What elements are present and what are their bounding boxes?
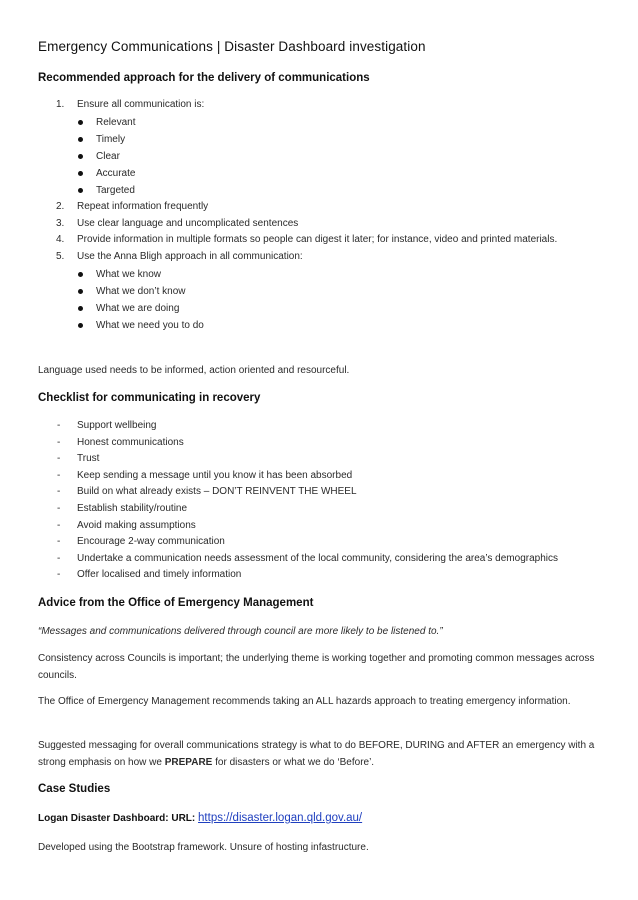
checklist-text: Encourage 2-way communication [77,536,225,548]
bullet-icon [78,306,83,311]
heading-case-studies: Case Studies [38,783,111,795]
bullet-item [77,148,603,165]
list-number: 1. [56,99,65,110]
list-item-text: Ensure all communication is: [77,99,205,110]
language-note: Language used needs to be informed, action oriented and resourceful. [38,365,350,376]
bullet-item [77,182,603,199]
checklist-text: Build on what already exists – DON’T REINVENT THE WHEEL [77,486,357,498]
dash-marker: - [57,519,61,531]
checklist-item [38,418,558,435]
bullet-item [77,283,603,300]
logan-dashboard-heading [38,812,362,824]
advice-paragraph-1: Consistency across Councils is important; the underlying theme is working together and promoting common messages across councils. [38,653,595,681]
bullet-item [77,114,603,131]
logan-label: Logan Disaster Dashboard: URL: [38,813,199,824]
logan-url-link[interactable]: https://disaster.logan.qld.gov.au/ [198,812,363,824]
dash-marker: - [57,552,61,564]
checklist-text: Honest communications [77,436,184,448]
list-number: 2. [56,201,65,212]
document-title: Emergency Communications | Disaster Dashboard investigation [38,39,426,54]
bullet-item [77,300,603,317]
sub-list [77,114,603,199]
dash-marker: - [57,436,61,448]
list-item [38,97,603,199]
bullet-item [77,131,603,148]
advice-paragraph-3 [38,738,603,771]
checklist-item [38,534,558,551]
heading-recommended: Recommended approach for the delivery of communications [38,72,370,84]
checklist-text: Support wellbeing [77,420,157,431]
bullet-text: What we don’t know [96,285,186,297]
recommended-list [38,97,603,334]
bullet-icon [78,154,83,159]
checklist-text: Avoid making assumptions [77,519,196,531]
checklist-item [38,518,558,535]
list-number: 5. [56,250,65,262]
checklist-item [38,501,558,518]
checklist-item [38,435,558,452]
bullet-text: What we know [96,268,162,280]
checklist-text: Undertake a communication needs assessment of the local community, considering the area’s demographics [77,552,558,564]
checklist-item [38,484,558,501]
list-item-text: Provide information in multiple formats so people can digest it later; for instance, video and printed materials. [77,234,558,245]
checklist-item [38,551,558,568]
checklist-item [38,451,558,468]
checklist-text: Trust [77,453,100,465]
bullet-text: Clear [96,151,120,162]
heading-checklist: Checklist for communicating in recovery [38,392,261,404]
list-item [38,216,603,233]
bullet-text: Targeted [96,185,135,196]
list-number: 3. [56,217,65,229]
dash-marker: - [57,469,61,481]
advice-paragraph-2: The Office of Emergency Management recommends taking an ALL hazards approach to treating emergency information. [38,696,571,707]
bullet-text: Relevant [96,117,136,128]
list-item-text: Use the Anna Bligh approach in all communication: [77,250,303,262]
dash-marker: - [57,420,61,431]
bullet-icon [78,323,83,328]
checklist-text: Establish stability/routine [77,502,188,514]
dash-marker: - [57,453,61,465]
bullet-item [77,165,603,182]
bullet-icon [78,272,83,277]
dash-marker: - [57,502,61,514]
list-item [38,249,603,334]
logan-note: Developed using the Bootstrap framework. Unsure of hosting infastructure. [38,842,369,853]
advice-p3-emphasis: PREPARE [164,756,213,768]
dash-marker: - [57,569,61,581]
checklist-item [38,468,558,485]
bullet-text: Accurate [96,168,136,179]
heading-advice: Advice from the Office of Emergency Management [38,597,314,609]
checklist-item [38,567,558,584]
list-item [38,199,603,216]
list-item-text: Repeat information frequently [77,201,209,212]
checklist-text: Keep sending a message until you know it has been absorbed [77,469,353,481]
list-item [38,232,603,249]
list-item-text: Use clear language and uncomplicated sentences [77,217,299,229]
checklist-text: Offer localised and timely information [77,569,242,581]
bullet-text: What we are doing [96,302,180,314]
bullet-text: What we need you to do [96,319,204,331]
bullet-icon [78,120,83,125]
sub-list [77,266,603,334]
bullet-text: Timely [96,134,126,145]
checklist-list [38,418,558,584]
bullet-item [77,266,603,283]
list-number: 4. [56,234,65,245]
bullet-icon [78,137,83,142]
advice-p3-text: Suggested messaging for overall communications strategy is what to do BEFORE, DURING and AFTER an emergency with a strong emphasis on how we [38,740,595,768]
bullet-icon [78,171,83,176]
advice-p3-text-end: for disasters or what we do ‘Before’. [212,756,375,768]
bullet-icon [78,188,83,193]
bullet-item [77,317,603,334]
dash-marker: - [57,486,61,498]
dash-marker: - [57,536,61,548]
advice-quote: “Messages and communications delivered through council are more likely to be listened to.” [38,626,443,637]
bullet-icon [78,289,83,294]
